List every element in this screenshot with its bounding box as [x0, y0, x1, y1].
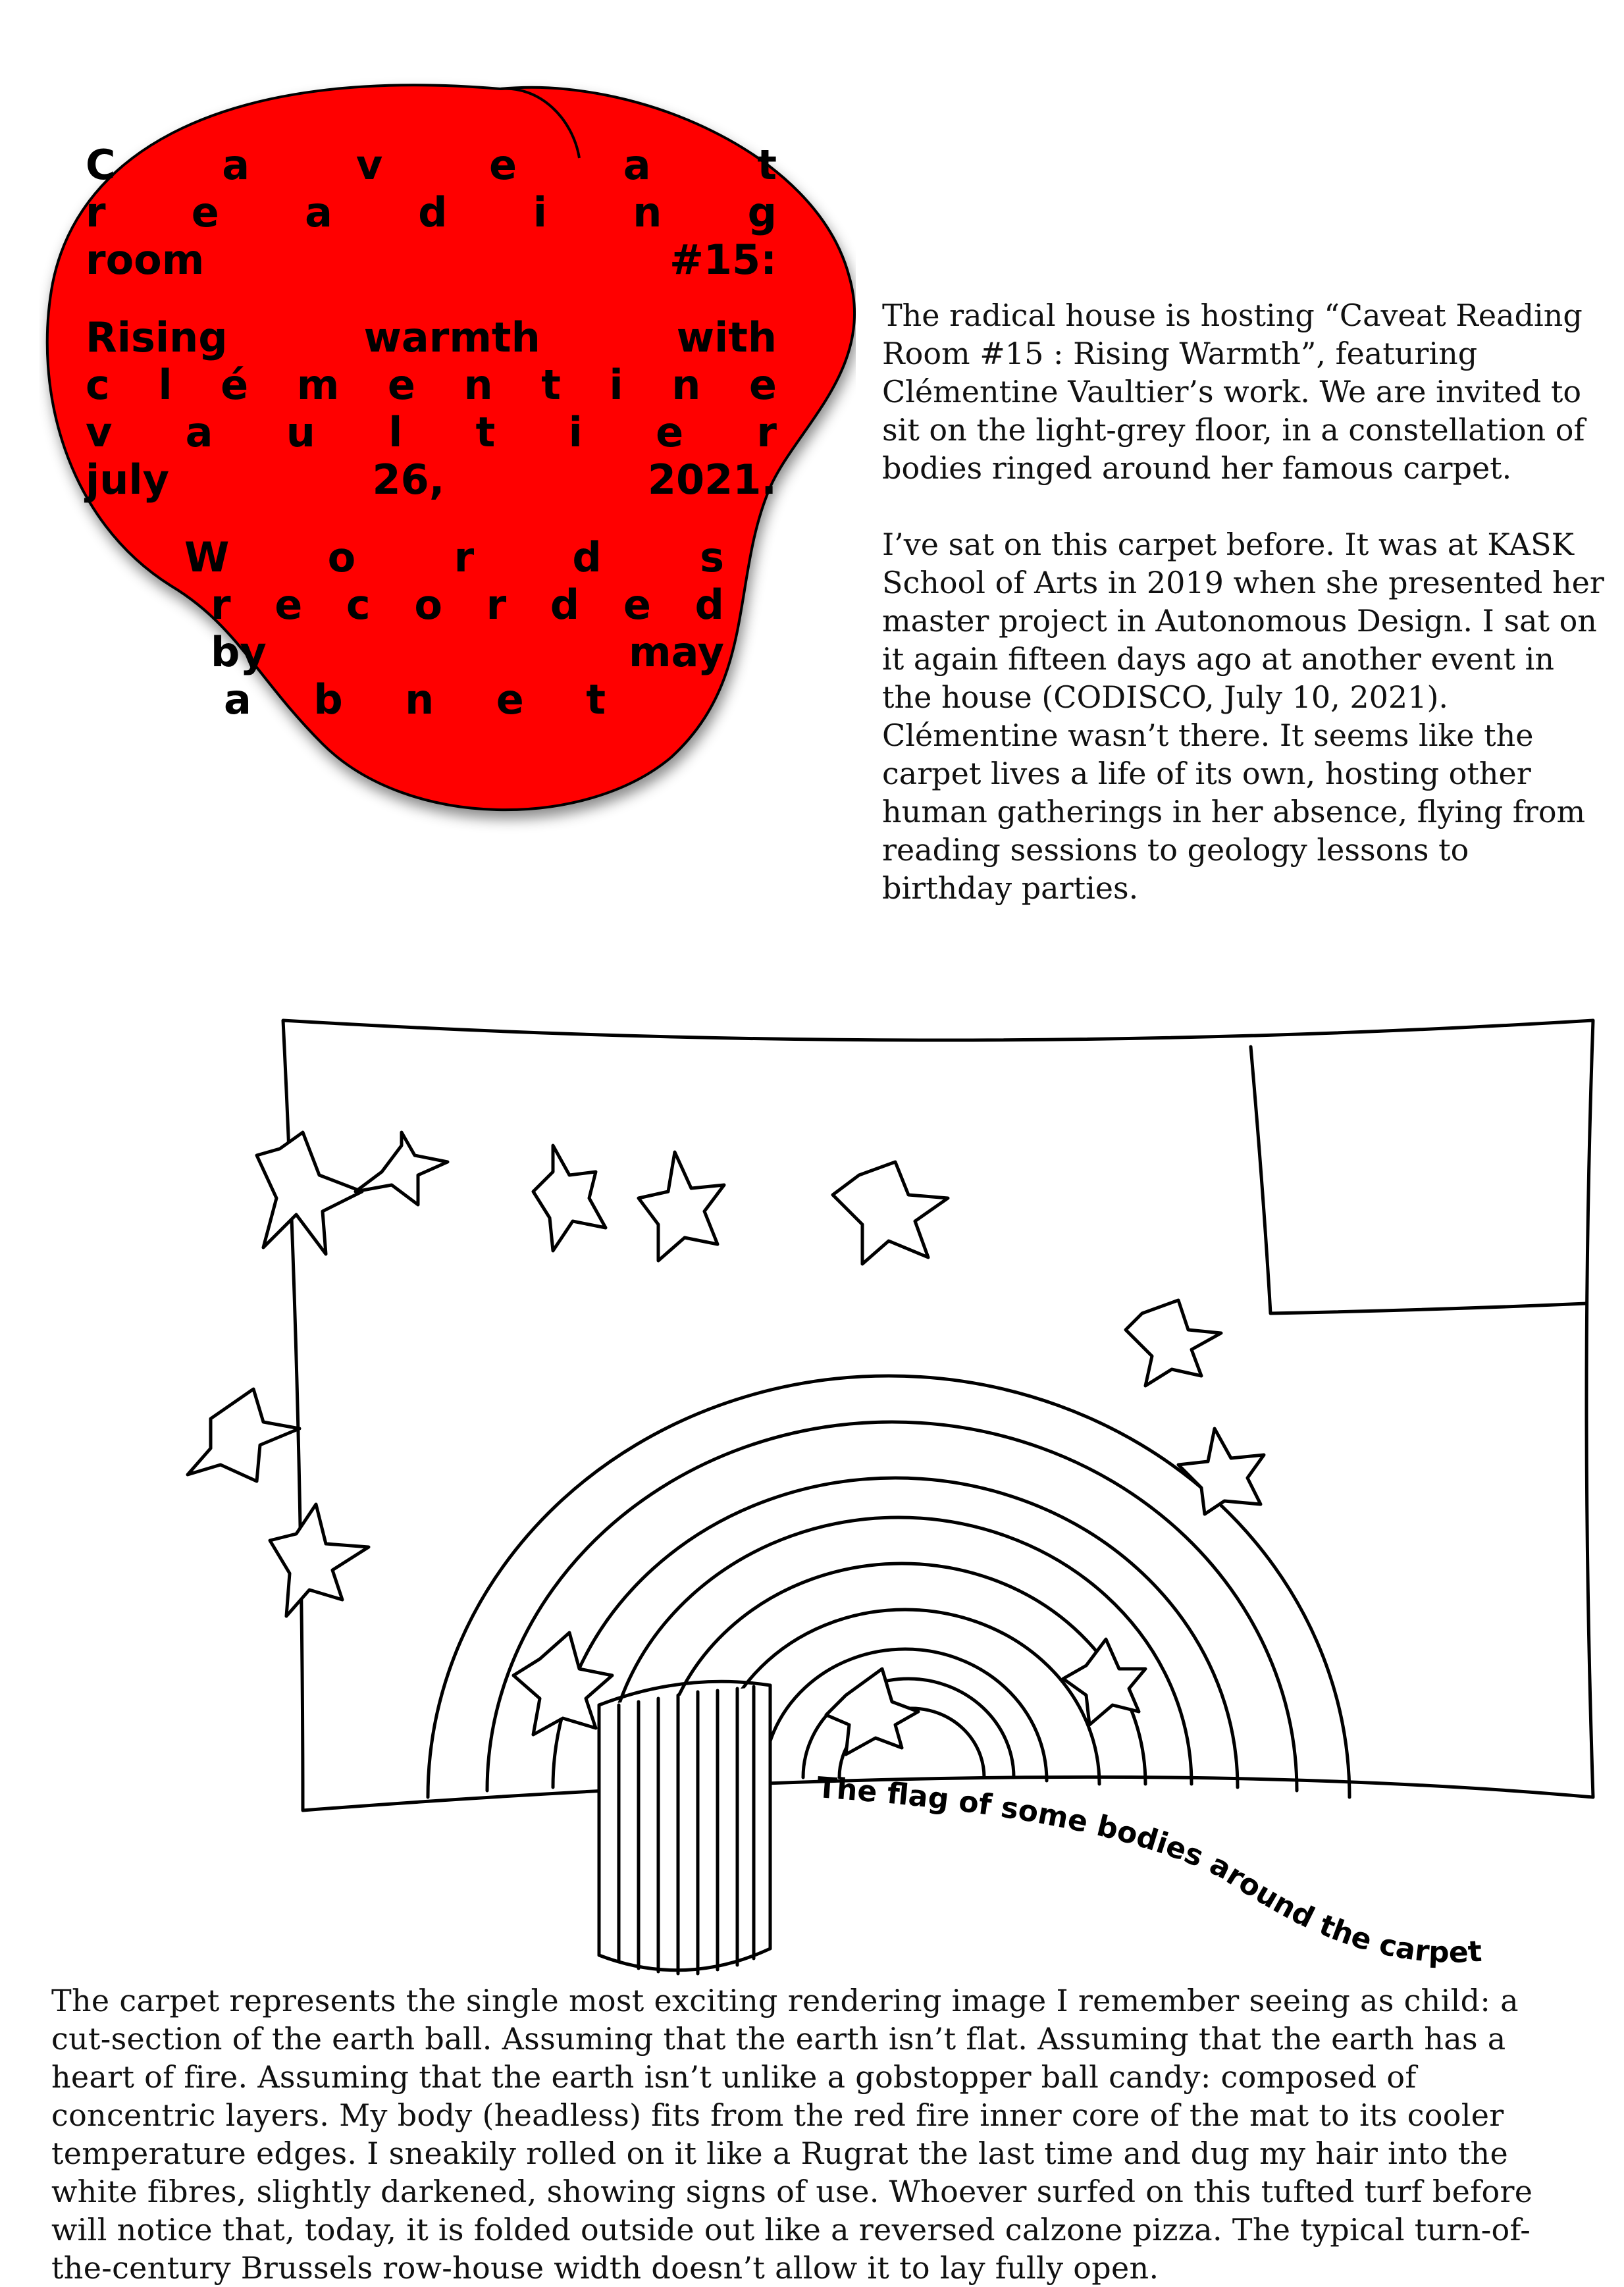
credit-word: s — [700, 533, 724, 581]
credit-word: d — [550, 581, 580, 629]
star-2 — [355, 1132, 448, 1205]
title_lines-word: v — [355, 141, 383, 189]
title_lines-word: e — [387, 361, 415, 409]
credit-word: o — [414, 581, 442, 629]
credit-word: r — [486, 581, 507, 629]
title_lines-word: l — [388, 408, 403, 456]
caption-curve — [810, 1758, 1619, 1982]
flag-corner-panel — [1251, 1047, 1586, 1313]
credit-word: t — [586, 675, 606, 723]
star-8 — [1178, 1429, 1264, 1514]
title_lines-word: i — [533, 188, 548, 236]
credit-line — [224, 676, 606, 723]
title_lines-word: t — [757, 141, 777, 189]
title_lines-word: n — [633, 188, 662, 236]
credit-word: r — [211, 581, 231, 629]
title_lines-word: i — [609, 361, 623, 409]
title_lines-word: Rising — [86, 313, 228, 361]
title_lines-line — [86, 409, 777, 456]
title_lines-word: 26, — [372, 456, 445, 504]
credit-word: d — [694, 581, 724, 629]
intro-paragraph-2: I’ve sat on this carpet before. It was at KASK School of Arts in 2019 when she presented her master project in Autonomous Design. I sat on it again fifteen days ago at another event in the house (CODISCO, July 10, 2021). Clémentine wasn’t there. It seems like the carpet lives a life of its own, hosting other human gatherings in her absence, flying from reading sessions to geology lessons to birthday parties. — [882, 527, 1604, 906]
credit-word: c — [346, 581, 371, 629]
title_lines-word: with — [676, 313, 777, 361]
title_lines-word: r — [86, 188, 106, 236]
credit-word: n — [405, 675, 434, 723]
title_lines-word: a — [305, 188, 332, 236]
star-4 — [639, 1152, 724, 1261]
star-6 — [1126, 1300, 1221, 1386]
title_lines-word: e — [191, 188, 219, 236]
flag-caption: The flag of some bodies around the carpet — [816, 1771, 1483, 1970]
title_lines-word: r — [756, 408, 777, 456]
svg-text:The flag of some bodies around — [816, 1771, 1482, 1970]
credit-word: by — [211, 628, 267, 676]
title_lines-line — [86, 189, 777, 236]
title_lines-word: room — [86, 236, 205, 284]
striped-cylinder — [599, 1681, 770, 1974]
title_lines-word: 2021. — [647, 456, 777, 504]
credit-line — [184, 534, 724, 581]
title_lines-word: i — [568, 408, 583, 456]
title_lines-word: é — [221, 361, 249, 409]
credit-word: may — [629, 628, 724, 676]
credit-line — [211, 629, 724, 676]
title_lines-word: warmth — [363, 313, 540, 361]
title_lines-word: a — [222, 141, 250, 189]
title_lines-word: d — [418, 188, 448, 236]
credit-line — [211, 581, 724, 629]
title_lines-word: C — [86, 141, 116, 189]
title_lines-word: v — [86, 408, 113, 456]
title_lines-word: e — [748, 361, 777, 409]
credit-word: o — [327, 533, 356, 581]
title_lines-word: c — [86, 361, 110, 409]
title_lines-line — [86, 236, 777, 284]
title_lines-word: t — [541, 361, 561, 409]
intro-text — [882, 296, 1606, 907]
title_lines-line — [86, 361, 777, 409]
title_lines-word: g — [747, 188, 777, 236]
body-text — [51, 1982, 1585, 2287]
title_lines-word: e — [656, 408, 684, 456]
title_lines-line — [86, 142, 777, 189]
credit-word: a — [224, 675, 251, 723]
title_lines-word: e — [488, 141, 517, 189]
star-1 — [257, 1132, 362, 1254]
credit-word: W — [184, 533, 230, 581]
credit-word: b — [313, 675, 343, 723]
credit-word: d — [572, 533, 602, 581]
star-11 — [826, 1669, 918, 1754]
title_lines-word: a — [623, 141, 651, 189]
star-3 — [533, 1145, 606, 1251]
title_lines-word: july — [86, 456, 170, 504]
title_lines-line — [86, 456, 777, 504]
star-9 — [270, 1504, 369, 1616]
credit-word: e — [275, 581, 303, 629]
title_lines-word: u — [286, 408, 315, 456]
title_lines-word: a — [185, 408, 213, 456]
title_lines-word: t — [475, 408, 496, 456]
title_lines-word: m — [296, 361, 340, 409]
title_lines-word: n — [463, 361, 493, 409]
credit-word: r — [454, 533, 475, 581]
stars — [188, 1132, 1264, 1754]
flag-outline — [283, 1020, 1593, 1810]
title-block — [86, 142, 777, 723]
title_lines-word: n — [671, 361, 701, 409]
title_lines-line — [86, 314, 777, 361]
star-7 — [188, 1389, 300, 1481]
title_lines-word: l — [158, 361, 172, 409]
credit-word: e — [496, 675, 524, 723]
body-paragraph: The carpet represents the single most exciting rendering image I remember seeing as child: a cut-section of the earth ball. Assuming that the earth isn’t flat. Assuming that the earth has a heart of fire. Assuming that the earth isn’t unlike a gobstopper ball candy: composed of concentric layers. My body (headless) fits from the red fire inner core of the mat to its cooler temperature edges. I sneakily rolled on it like a Rugrat the last time and dug my hair into the white fibres, slightly darkened, showing signs of use. Whoever surfed on this tufted turf before will notice that, today, it is folded outside out like a reversed calzone pizza. The typical turn-of-the-century Brussels row-house width doesn’t allow it to lay fully open. — [51, 1983, 1533, 2286]
credit-word: e — [623, 581, 651, 629]
intro-paragraph-1: The radical house is hosting “Caveat Reading Room #15 : Rising Warmth”, featuring Clémentine Vaultier’s work. We are invited to sit on the light-grey floor, in a constellation of bodies ringed around her famous carpet. — [882, 298, 1585, 486]
star-5 — [833, 1162, 948, 1264]
title_lines-word: #15: — [669, 236, 777, 284]
credit-block — [184, 534, 724, 723]
